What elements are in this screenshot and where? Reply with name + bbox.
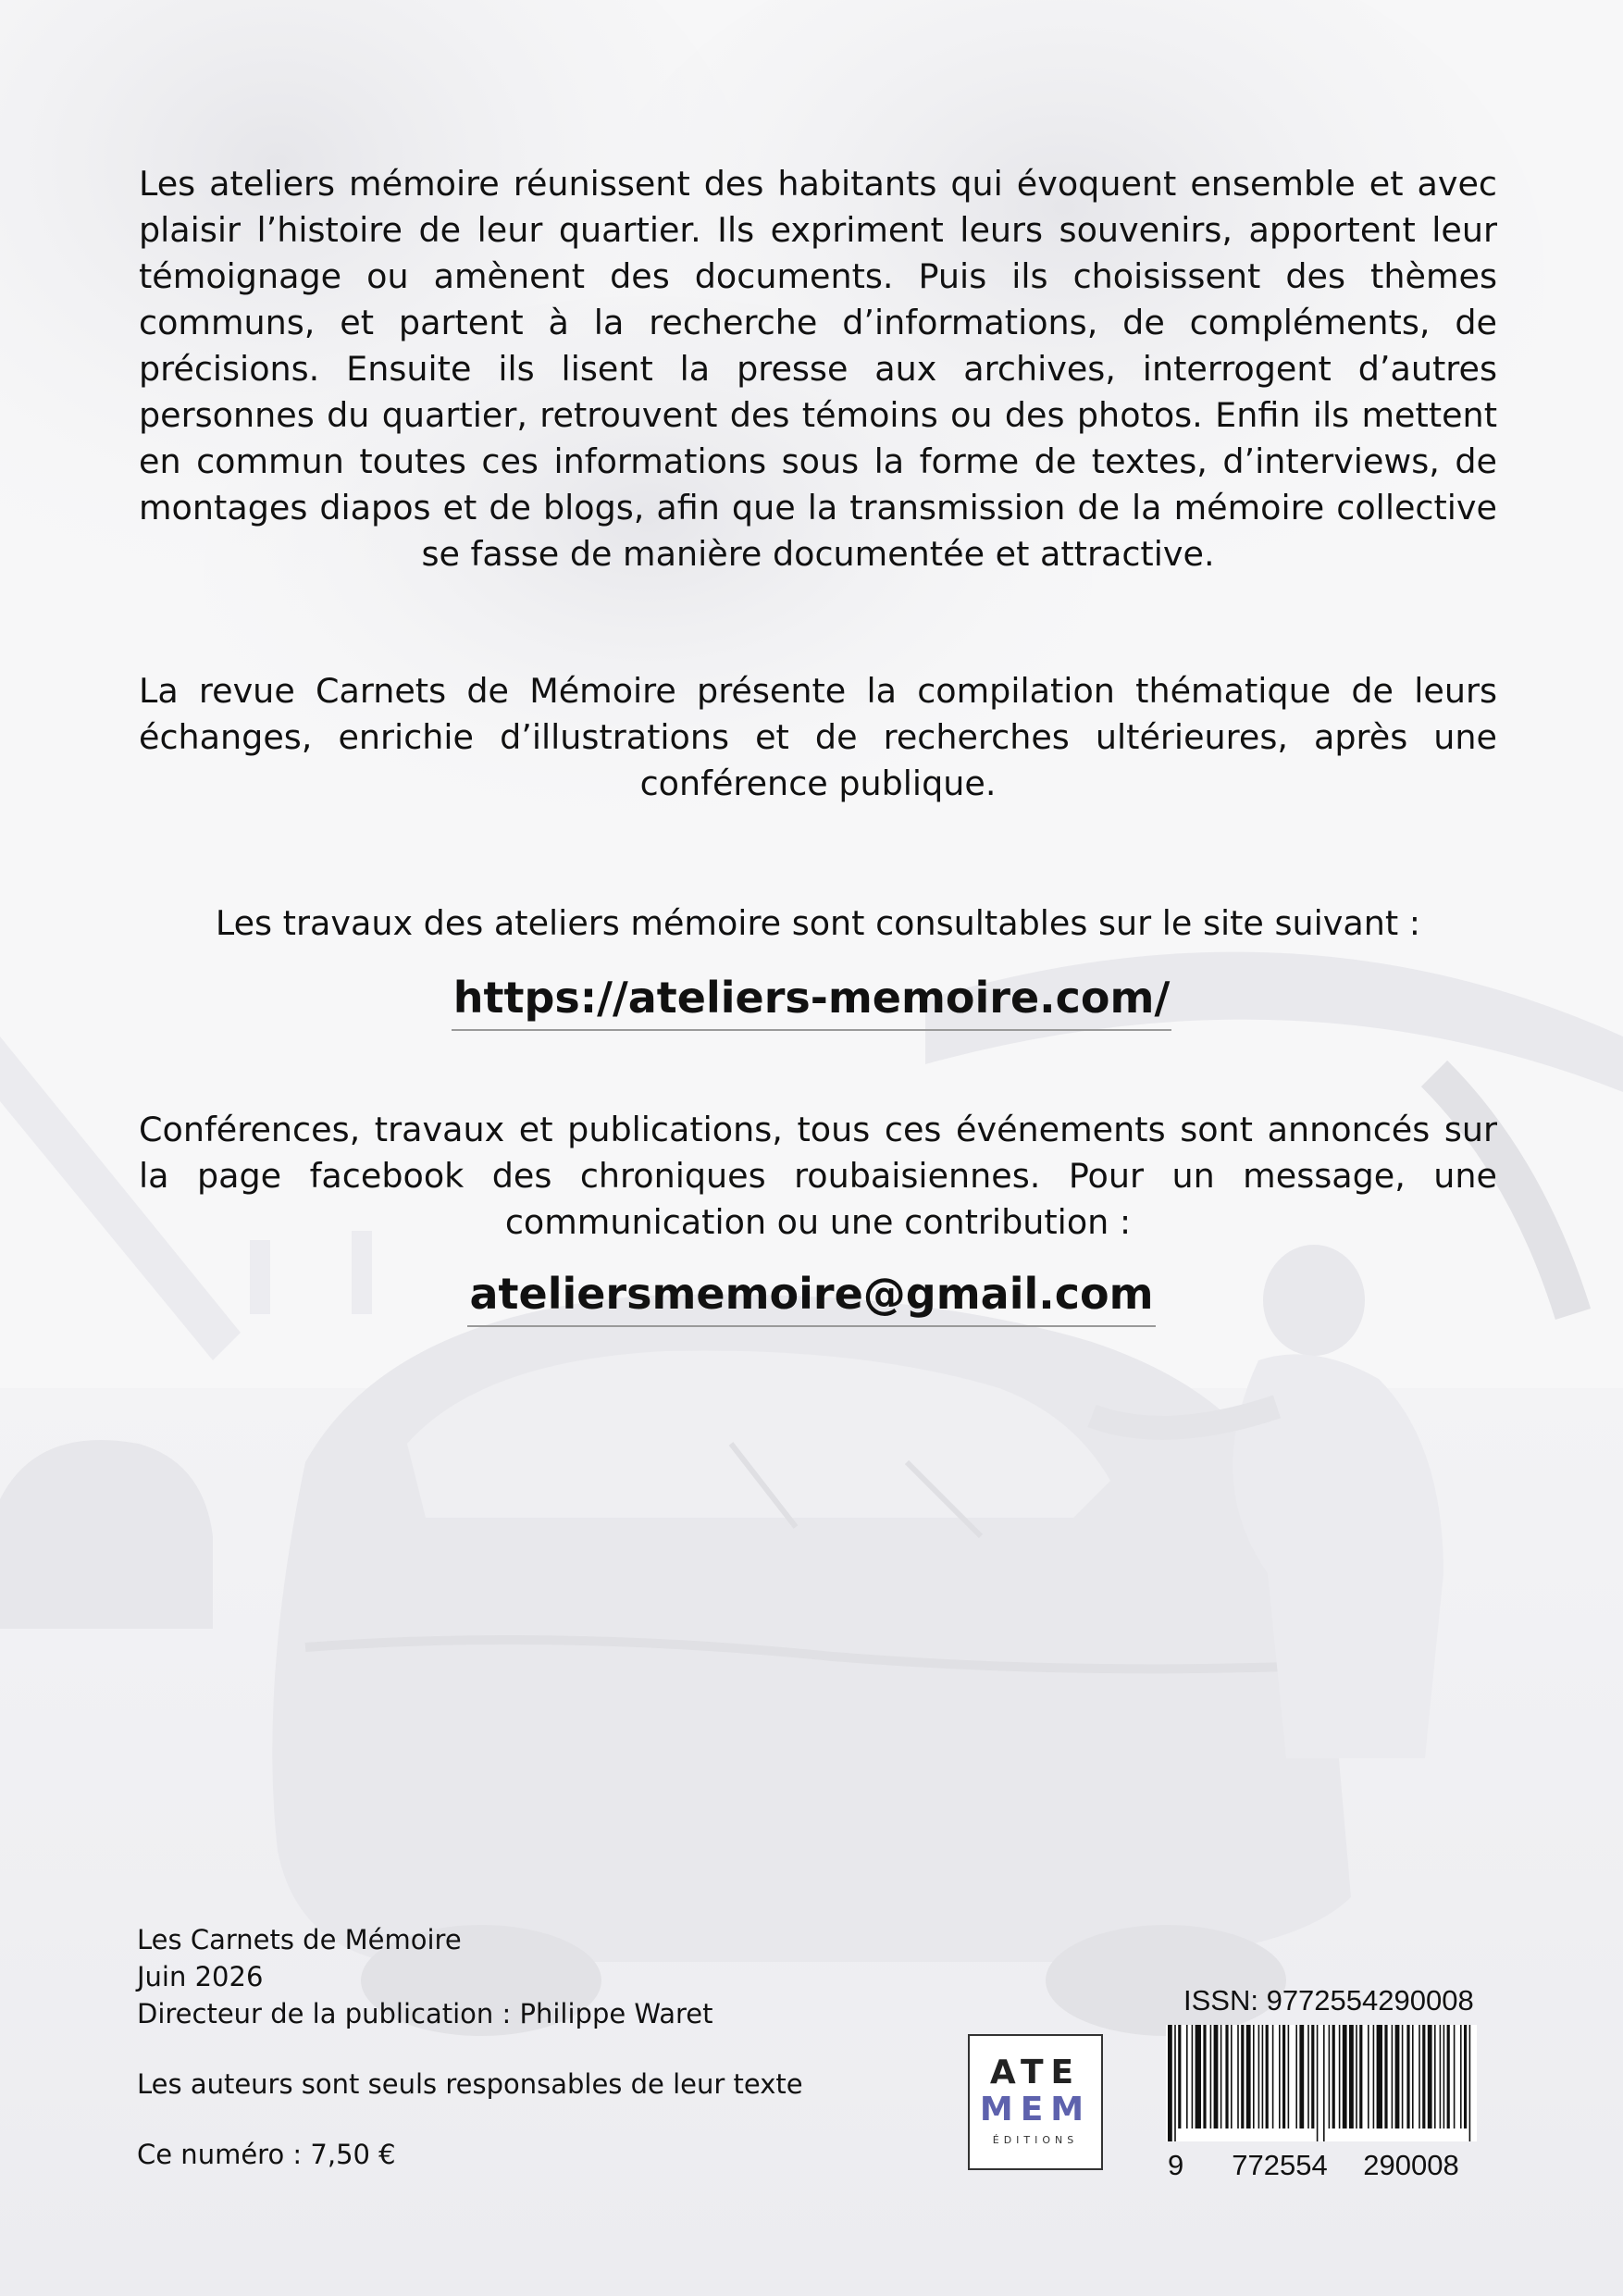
barcode-bar bbox=[1196, 2025, 1201, 2128]
barcode-bar bbox=[1402, 2025, 1404, 2128]
barcode-bar bbox=[1225, 2025, 1228, 2128]
email-link-text[interactable]: ateliersmemoire@gmail.com bbox=[467, 1266, 1155, 1327]
publication-director: Directeur de la publication : Philippe Waret bbox=[137, 1998, 713, 2029]
barcode-bar bbox=[1307, 2025, 1309, 2128]
barcode-bar bbox=[1253, 2025, 1255, 2128]
barcode-bar bbox=[1434, 2025, 1436, 2128]
barcode-bar bbox=[1454, 2025, 1456, 2128]
barcode-bar bbox=[1392, 2025, 1394, 2128]
barcode-bar bbox=[1279, 2025, 1281, 2128]
barcode-bar bbox=[1447, 2025, 1450, 2128]
barcode-bar bbox=[1329, 2025, 1331, 2128]
barcode-bar bbox=[1422, 2025, 1425, 2128]
barcode-bar bbox=[1258, 2025, 1260, 2128]
barcode-bar bbox=[1282, 2025, 1285, 2128]
barcode-bar bbox=[1377, 2025, 1382, 2128]
barcode-bar bbox=[1220, 2025, 1222, 2128]
barcode-bar bbox=[1174, 2025, 1176, 2141]
barcode-bar bbox=[1192, 2025, 1194, 2128]
barcode-bar bbox=[1295, 2025, 1297, 2128]
website-link[interactable] bbox=[0, 970, 1623, 1031]
barcode-bar bbox=[1299, 2025, 1304, 2128]
publication-date: Juin 2026 bbox=[137, 1961, 264, 1992]
barcode-bar bbox=[1323, 2025, 1325, 2141]
barcode-bar bbox=[1339, 2025, 1341, 2128]
barcode-digit-group-2: 290008 bbox=[1363, 2149, 1459, 2181]
barcode-bar bbox=[1373, 2025, 1375, 2128]
publication-title: Les Carnets de Mémoire bbox=[137, 1924, 462, 1955]
barcode-digits bbox=[1168, 2149, 1473, 2182]
price: Ce numéro : 7,50 € bbox=[137, 2139, 396, 2170]
revue-paragraph: La revue Carnets de Mémoire présente la compilation thématique de leurs échanges, enrichie d’illustrations et de recherches ultérieures, après une conférence publique. bbox=[139, 671, 1497, 803]
barcode-bar bbox=[1272, 2025, 1274, 2128]
logo-line-1: ATE bbox=[989, 2054, 1082, 2091]
barcode-digit-group-1: 772554 bbox=[1232, 2149, 1328, 2181]
barcode-bar bbox=[1311, 2025, 1314, 2128]
barcode-bar bbox=[1168, 2025, 1172, 2141]
barcode-bar bbox=[1440, 2025, 1442, 2128]
publisher-logo bbox=[968, 2034, 1103, 2170]
barcode-bar bbox=[1237, 2025, 1239, 2128]
barcode-bar bbox=[1317, 2025, 1319, 2141]
email-link[interactable] bbox=[0, 1266, 1623, 1327]
colophon bbox=[137, 1921, 803, 2173]
barcode-bar bbox=[1288, 2025, 1290, 2128]
barcode-bar bbox=[1359, 2025, 1362, 2128]
barcode-bar bbox=[1349, 2025, 1354, 2128]
barcode-bar bbox=[1241, 2025, 1244, 2128]
barcode-bar bbox=[1469, 2025, 1471, 2141]
barcode-bar bbox=[1412, 2025, 1414, 2128]
issn-label: ISSN: 9772554290008 bbox=[1183, 1984, 1474, 2017]
barcode-bar bbox=[1343, 2025, 1347, 2128]
barcode-bar bbox=[1178, 2025, 1181, 2128]
barcode-bar bbox=[1464, 2025, 1467, 2128]
barcode-bar bbox=[1419, 2025, 1420, 2128]
barcode-icon bbox=[1166, 2025, 1477, 2141]
barcode-bar bbox=[1406, 2025, 1409, 2128]
barcode-bar bbox=[1214, 2025, 1219, 2128]
barcode-bar bbox=[1443, 2025, 1445, 2128]
logo-line-2: MEM bbox=[979, 2091, 1092, 2128]
barcode-bar bbox=[1266, 2025, 1269, 2128]
barcode-bar bbox=[1246, 2025, 1251, 2128]
barcode-digit-first: 9 bbox=[1168, 2149, 1184, 2181]
barcode-bar bbox=[1460, 2025, 1462, 2128]
contact-paragraph: Conférences, travaux et publications, tous ces événements sont annoncés sur la page facebook des chroniques roubaisiennes. Pour un message, une communication ou une contribution : bbox=[139, 1110, 1497, 1242]
barcode-bar bbox=[1428, 2025, 1432, 2128]
site-intro-text: Les travaux des ateliers mémoire sont consultables sur le site suivant : bbox=[215, 903, 1421, 943]
barcode-bar bbox=[1395, 2025, 1400, 2128]
barcode-bar bbox=[1262, 2025, 1264, 2128]
barcode-bar bbox=[1210, 2025, 1212, 2128]
barcode-bar bbox=[1332, 2025, 1335, 2128]
logo-line-3: ÉDITIONS bbox=[992, 2134, 1079, 2146]
disclaimer: Les auteurs sont seuls responsables de leur texte bbox=[137, 2068, 803, 2100]
intro-paragraph: Les ateliers mémoire réunissent des habitants qui évoquent ensemble et avec plaisir l’histoire de leur quartier. Ils expriment leurs souvenirs, apportent leur témoignage ou amènent des documents. Puis ils choisissent des thèmes communs, et partent à la recherche d’informations, de compléments, de précisions. Ensuite ils lisent la presse aux archives, interrogent d’autres personnes du quartier, retrouvent des témoins ou des photos. Enfin ils mettent en commun toutes ces informations sous la forme de textes, d’interviews, de montages diapos et de blogs, afin que la transmission de la mémoire collective se fasse de manière documentée et attractive. bbox=[139, 164, 1497, 574]
barcode-bar bbox=[1384, 2025, 1387, 2128]
barcode-bar bbox=[1368, 2025, 1369, 2128]
barcode-bar bbox=[1186, 2025, 1188, 2128]
barcode-bar bbox=[1356, 2025, 1357, 2128]
barcode-bar bbox=[1231, 2025, 1233, 2128]
website-link-text[interactable]: https://ateliers-memoire.com/ bbox=[452, 970, 1172, 1031]
barcode-bar bbox=[1203, 2025, 1206, 2128]
